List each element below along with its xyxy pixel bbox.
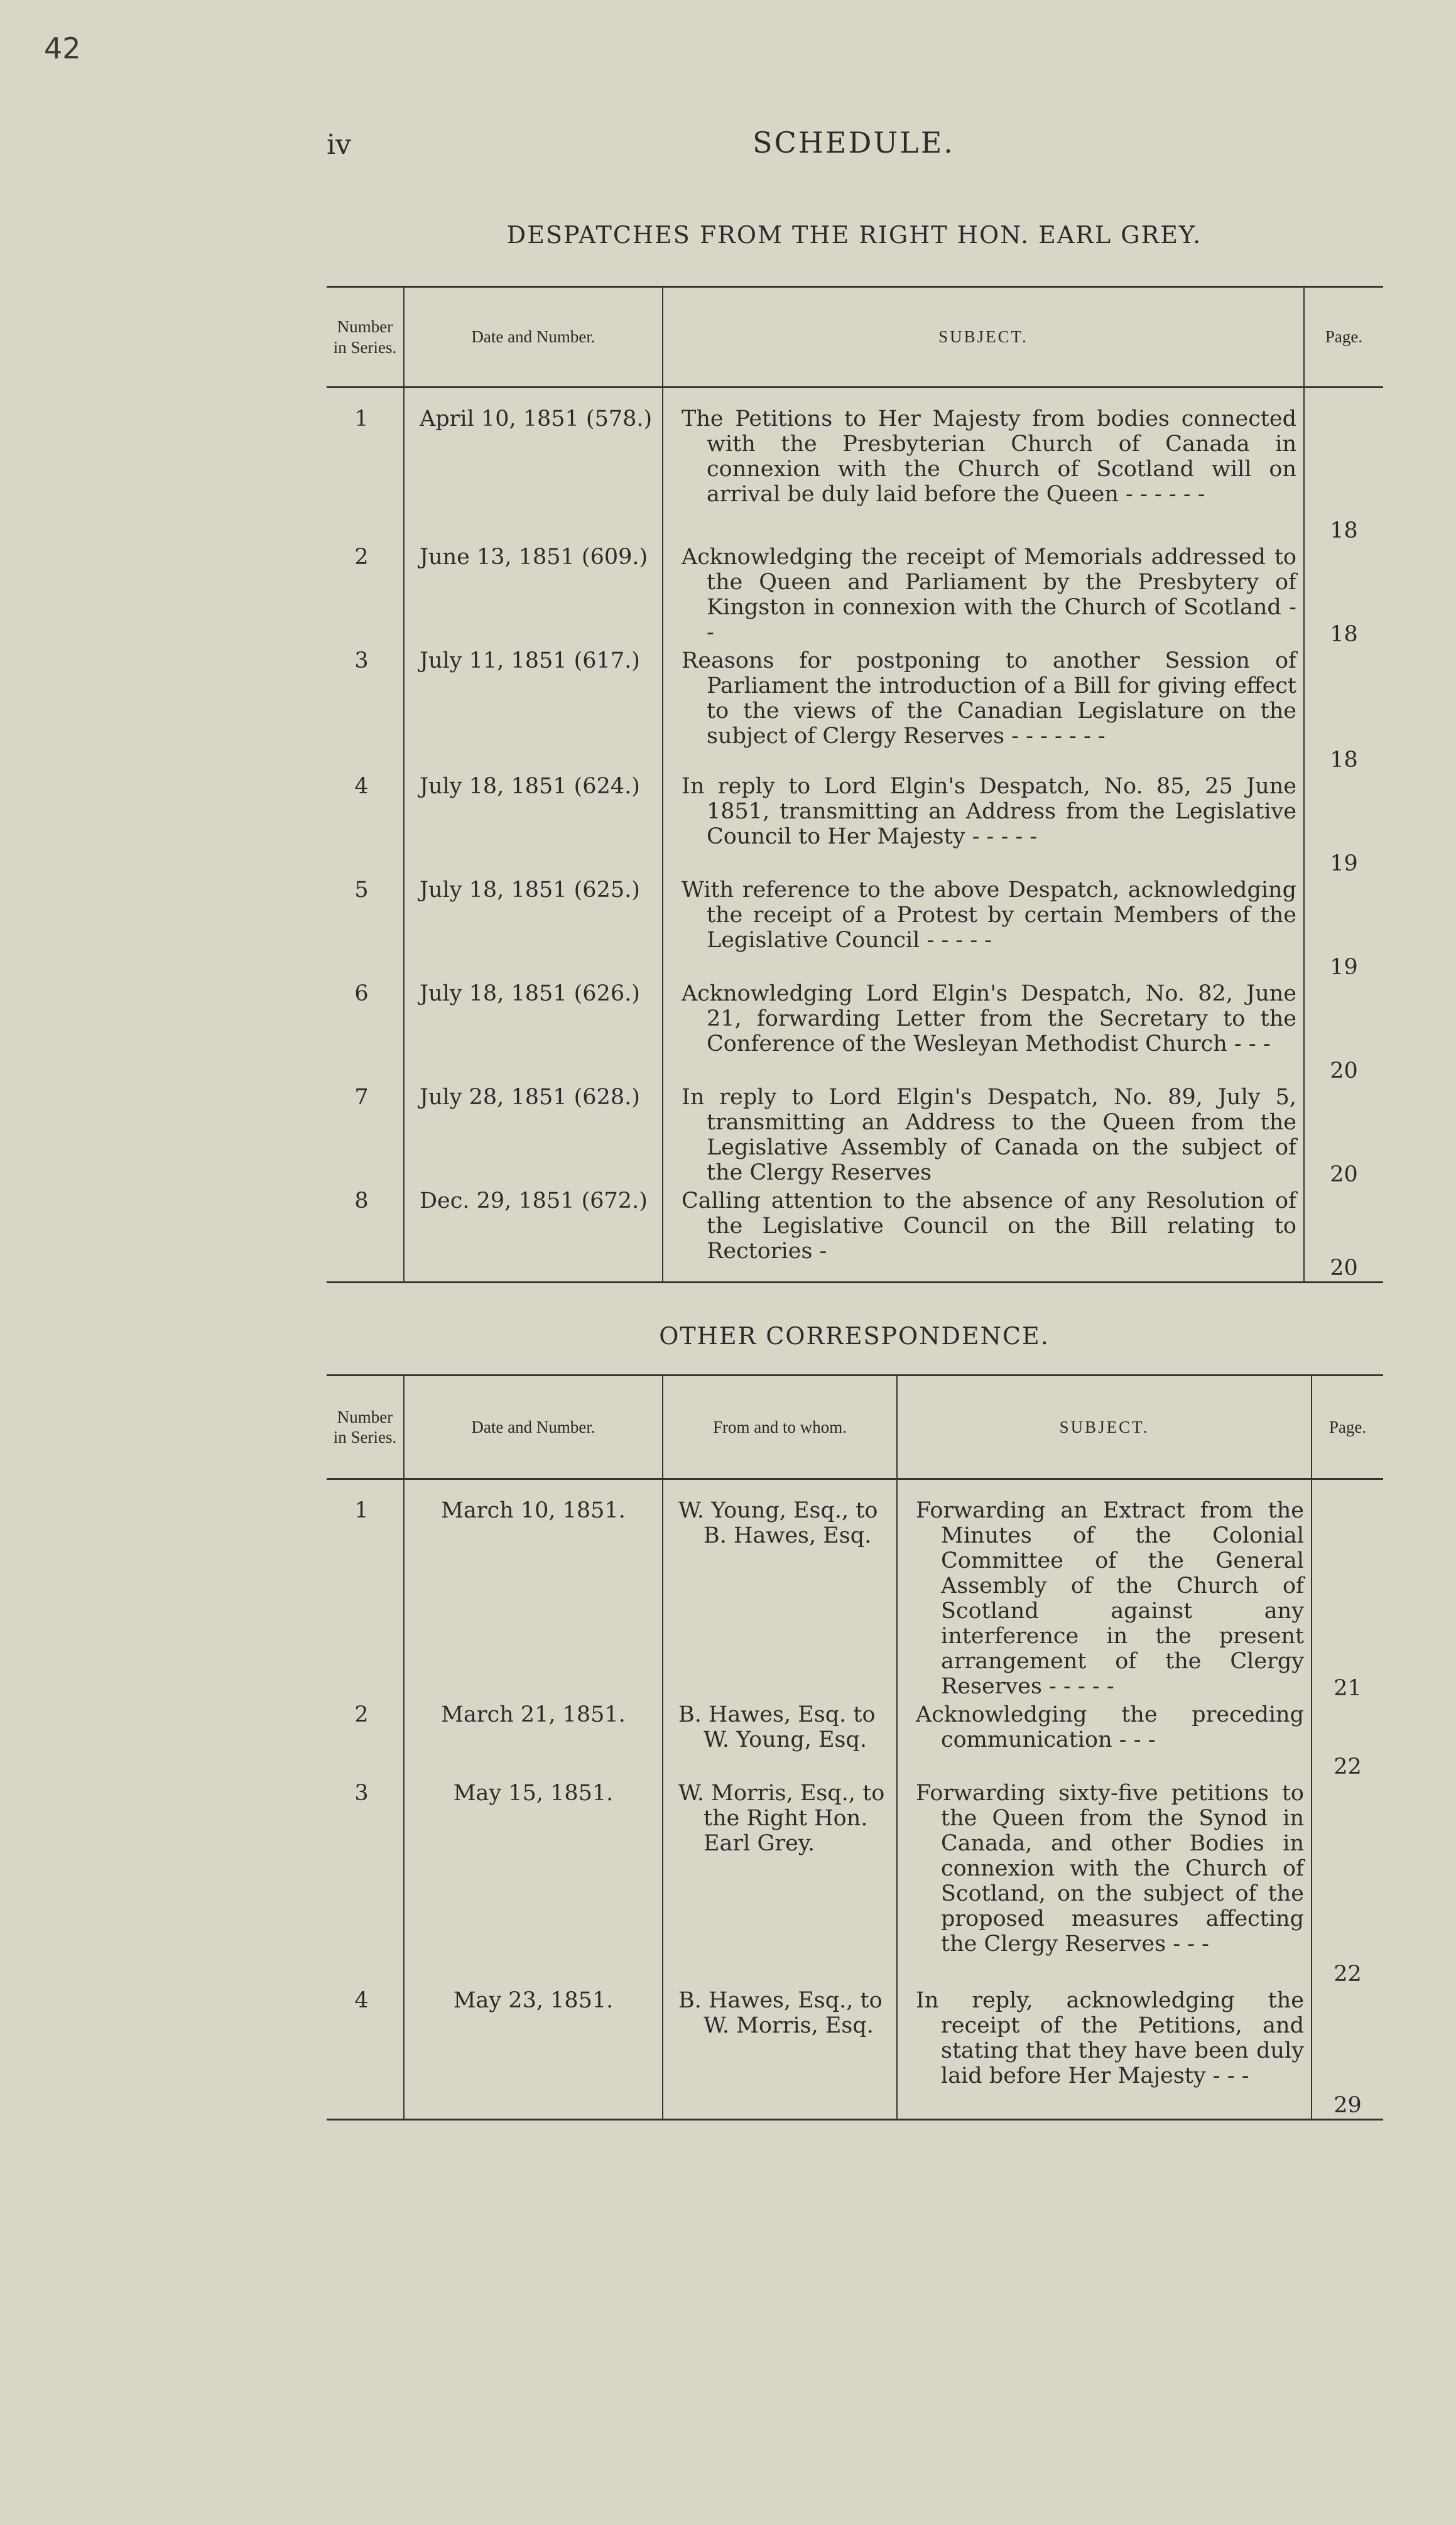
series-number: 3 [354,1781,369,1806]
subject-text [664,981,1303,1056]
date-and-number: July 18, 1851 (625.) [404,877,663,980]
subject-text [664,545,1303,645]
subject-text-content: Forwarding an Extract from the Minutes of the Colonial Committee of the General Assembly of the Church of Scotland against any interference in the present arrangement of the Clergy Reserves - - - - - [916,1498,1304,1699]
col-header-subject: SUBJECT. [897,1376,1312,1479]
date-and-number: July 18, 1851 (626.) [404,980,663,1084]
date-and-number: May 15, 1851. [404,1780,663,1987]
table-row [327,877,1383,980]
table-row [327,544,1383,648]
subject-text [898,1988,1310,2088]
from-and-to-cell [663,1780,897,1987]
subject-text [664,648,1303,749]
date-and-number: July 18, 1851 (624.) [404,773,663,877]
subject-cell [663,877,1304,980]
col-header-number: Number in Series. [333,1407,397,1447]
from-and-to-text: B. Hawes, Esq., to W. Morris, Esq. [678,1988,883,2038]
date-and-number: March 21, 1851. [404,1702,663,1780]
page-number-cell: 18 [1304,648,1383,773]
page-number-cell: 18 [1304,406,1383,544]
date-and-number: March 10, 1851. [404,1497,663,1702]
col-header-page: Page. [1304,287,1383,388]
subject-text [898,1781,1310,1957]
subject-cell [663,1084,1304,1188]
col-header-page: Page. [1312,1376,1383,1479]
subject-cell [663,1188,1304,1282]
page-title: SCHEDULE. [752,126,955,160]
table-row [327,1987,1383,2119]
series-number: 5 [354,877,369,903]
page-number-cell: 20 [1304,1084,1383,1188]
from-and-to-text: W. Morris, Esq., to the Right Hon. Earl Grey. [678,1781,885,1856]
series-number: 3 [354,648,369,673]
from-and-to-cell [663,1702,897,1780]
subject-text-content: In reply to Lord Elgin's Despatch, No. 89, July 5, transmitting an Address to the Queen from the Legislative Assembly of Canada on the subject of the Clergy Reserves [682,1085,1296,1185]
date-and-number: July 28, 1851 (628.) [404,1084,663,1188]
subject-cell [663,406,1304,544]
table-row [327,1780,1383,1987]
subject-text [898,1702,1310,1752]
page-number-cell: 22 [1312,1702,1383,1780]
series-number: 2 [354,1702,369,1727]
series-number: 1 [354,406,369,432]
subject-cell [897,1702,1312,1780]
despatches-heading: DESPATCHES FROM THE RIGHT HON. EARL GREY. [506,221,1202,249]
subject-text-content: The Petitions to Her Majesty from bodies connected with the Presbyterian Church of Canada in connexion with the Church of Scotland will on arrival be duly laid before the Queen - - - - - - [682,406,1296,507]
roman-page-number: iv [327,129,351,161]
other-correspondence-heading: OTHER CORRESPONDENCE. [659,1322,1050,1350]
page-number: 42 [44,31,81,65]
from-and-to-text: B. Hawes, Esq. to W. Young, Esq. [678,1702,876,1752]
series-number: 1 [354,1498,369,1523]
date-and-number: May 23, 1851. [404,1987,663,2119]
subject-text-content: In reply to Lord Elgin's Despatch, No. 85, 25 June 1851, transmitting an Address from the Legislative Council to Her Majesty - - - - - [682,774,1296,849]
col-header-date: Date and Number. [404,1376,663,1479]
date-and-number: July 11, 1851 (617.) [404,648,663,773]
subject-cell [663,773,1304,877]
series-number: 4 [354,774,369,799]
subject-text-content: Acknowledging the receipt of Memorials addressed to the Queen and Parliament by the Presbytery of Kingston in connexion with the Church of Scotland - - [682,545,1296,645]
subject-cell [663,544,1304,648]
page-number-cell: 19 [1304,877,1383,980]
table-row [327,773,1383,877]
from-and-to-text: W. Young, Esq., to B. Hawes, Esq. [678,1498,878,1548]
from-and-to-cell [663,1987,897,2119]
table-row [327,1497,1383,1702]
page-number-cell: 20 [1304,980,1383,1084]
subject-text-content: Reasons for postponing to another Session of Parliament the introduction of a Bill for giving effect to the views of the Canadian Legislature on the subject of Clergy Reserves - - - - - - - [682,648,1296,749]
series-number: 4 [327,1987,404,2119]
date-and-number: June 13, 1851 (609.) [404,544,663,648]
col-header-subject: SUBJECT. [663,287,1304,388]
table-row [327,648,1383,773]
subject-text-content: In reply, acknowledging the receipt of the Petitions, and stating that they have been duly laid before Her Majesty - - - [916,1988,1304,2088]
subject-cell [897,1780,1312,1987]
subject-text-content: Calling attention to the absence of any Resolution of the Legislative Council on the Bill relating to Rectories - [682,1188,1296,1264]
despatches-table [327,286,1383,1283]
series-number: 8 [327,1188,404,1282]
from-and-to-cell [663,1497,897,1702]
series-number: 7 [354,1085,369,1110]
subject-text-content: Acknowledging Lord Elgin's Despatch, No. 82, June 21, forwarding Letter from the Secretary to the Conference of the Wesleyan Methodist Church - - - [682,981,1296,1056]
date-and-number: April 10, 1851 (578.) [404,406,663,544]
subject-cell [897,1497,1312,1702]
subject-text [664,1188,1303,1264]
col-header-number: Number in Series. [333,317,397,357]
subject-text-content: Acknowledging the preceding communication - - - [916,1702,1304,1752]
subject-text [664,1085,1303,1185]
table-row [327,980,1383,1084]
page-number-cell: 19 [1304,773,1383,877]
table-row [327,406,1383,544]
page-number-cell: 20 [1304,1188,1383,1282]
date-and-number: Dec. 29, 1851 (672.) [404,1188,663,1282]
page-number-cell: 18 [1304,544,1383,648]
subject-text-content: With reference to the above Despatch, acknowledging the receipt of a Protest by certain Members of the Legislative Council - - - - - [682,877,1296,953]
subject-cell [897,1987,1312,2119]
series-number: 2 [354,545,369,570]
series-number: 6 [354,981,369,1006]
subject-cell [663,648,1304,773]
subject-text-content: Forwarding sixty-five petitions to the Queen from the Synod in Canada, and other Bodies in connexion with the Church of Scotland, on the subject of the proposed measures affecting the Clergy Reserves - - - [916,1781,1304,1957]
page-number-cell: 22 [1312,1780,1383,1987]
other-correspondence-table [327,1374,1383,2120]
col-header-from: From and to whom. [663,1376,897,1479]
table-row [327,1702,1383,1780]
page-number-cell: 29 [1312,1987,1383,2119]
subject-text [664,877,1303,953]
subject-cell [663,980,1304,1084]
table-row [327,1084,1383,1188]
subject-text [898,1498,1310,1699]
table-row [327,1188,1383,1282]
subject-text [664,406,1303,507]
page-number-cell: 21 [1312,1497,1383,1702]
col-header-date: Date and Number. [404,287,663,388]
subject-text [664,774,1303,849]
